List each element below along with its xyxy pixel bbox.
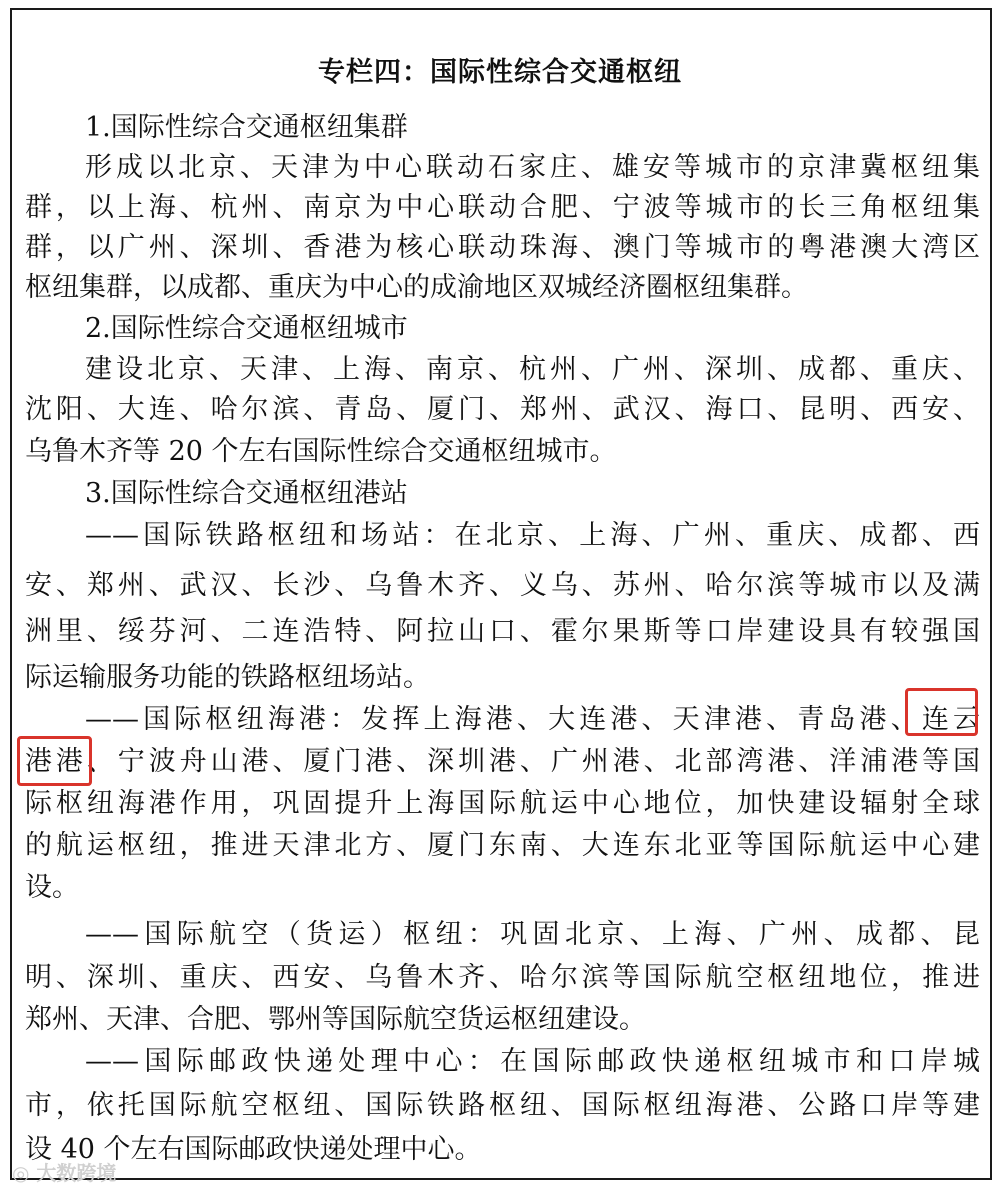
paragraph-line: 沈阳、大连、哈尔滨、青岛、厦门、郑州、武汉、海口、昆明、西安、 (25, 394, 980, 425)
paragraph-line: 群，以上海、杭州、南京为中心联动合肥、宁波等城市的长三角枢纽集 (25, 192, 980, 223)
paragraph-line: 市，依托国际航空枢纽、国际铁路枢纽、国际枢纽海港、公路口岸等建 (25, 1090, 980, 1121)
paragraph-line: 设。 (25, 872, 79, 903)
paragraph-line: 安、郑州、武汉、长沙、乌鲁木齐、义乌、苏州、哈尔滨等城市以及满 (25, 570, 980, 601)
paragraph-line: ——国际航空（货运）枢纽：巩固北京、上海、广州、成都、昆 (85, 919, 980, 950)
paragraph-line: 枢纽集群，以成都、重庆为中心的成渝地区双城经济圈枢纽集群。 (25, 272, 808, 303)
column-title: 专栏四：国际性综合交通枢纽 (318, 57, 682, 88)
heading-1: 1.国际性综合交通枢纽集群 (85, 112, 408, 143)
paragraph-line: 港港、宁波舟山港、厦门港、深圳港、广州港、北部湾港、洋浦港等国 (25, 746, 980, 777)
heading-3: 3.国际性综合交通枢纽港站 (85, 478, 408, 509)
paragraph-line: ——国际铁路枢纽和场站：在北京、上海、广州、重庆、成都、西 (85, 520, 980, 551)
paragraph-line: 洲里、绥芬河、二连浩特、阿拉山口、霍尔果斯等口岸建设具有较强国 (25, 616, 980, 647)
paragraph-line: 建设北京、天津、上海、南京、杭州、广州、深圳、成都、重庆、 (85, 354, 980, 385)
paragraph-line: 群，以广州、深圳、香港为核心联动珠海、澳门等城市的粤港澳大湾区 (25, 232, 980, 263)
paragraph-line: 明、深圳、重庆、西安、乌鲁木齐、哈尔滨等国际航空枢纽地位，推进 (25, 962, 980, 993)
paragraph-line: 形成以北京、天津为中心联动石家庄、雄安等城市的京津冀枢纽集 (85, 152, 980, 183)
watermark-logo: ◎ 大数跨境 (12, 1161, 117, 1185)
heading-2: 2.国际性综合交通枢纽城市 (85, 313, 408, 344)
paragraph-line: 设 40 个左右国际邮政快递处理中心。 (25, 1134, 482, 1165)
paragraph-line: 际运输服务功能的铁路枢纽场站。 (25, 662, 430, 693)
highlight-box-lianyungang-part2 (17, 736, 92, 786)
paragraph-line: 郑州、天津、合肥、鄂州等国际航空货运枢纽建设。 (25, 1004, 646, 1035)
paragraph-line: 际枢纽海港作用，巩固提升上海国际航运中心地位，加快建设辐射全球 (25, 788, 980, 819)
highlight-box-lianyungang-part1 (905, 688, 978, 736)
paragraph-line: 的航运枢纽，推进天津北方、厦门东南、大连东北亚等国际航运中心建 (25, 830, 980, 861)
paragraph-line: ——国际枢纽海港：发挥上海港、大连港、天津港、青岛港、连云 (85, 704, 980, 735)
paragraph-line: ——国际邮政快递处理中心：在国际邮政快递枢纽城市和口岸城 (85, 1046, 980, 1077)
paragraph-line: 乌鲁木齐等 20 个左右国际性综合交通枢纽城市。 (25, 436, 617, 467)
